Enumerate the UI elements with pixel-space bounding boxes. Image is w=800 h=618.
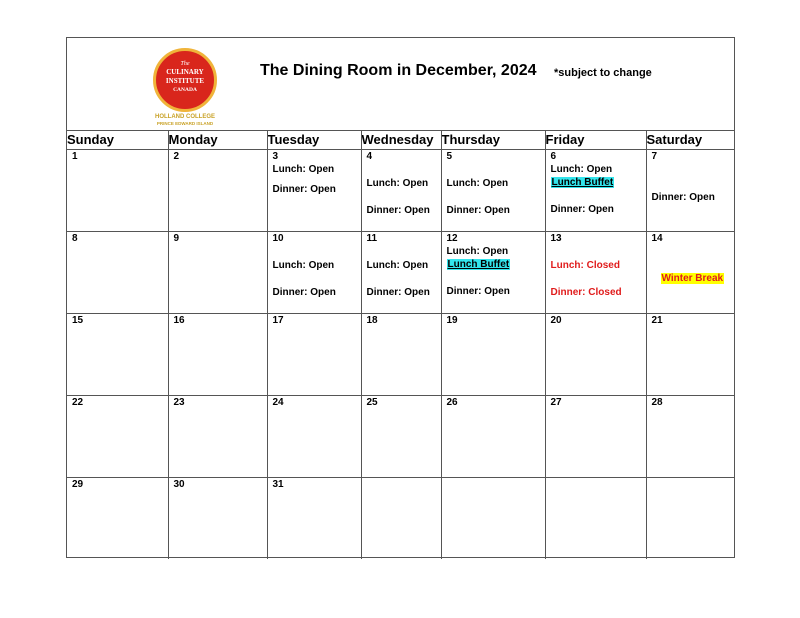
dinner-status: Dinner: Open xyxy=(550,204,614,215)
lunch-status: Lunch: Open xyxy=(446,178,509,189)
day-number: 4 xyxy=(366,151,373,162)
logo-line: CULINARY xyxy=(166,68,204,76)
day-number: 6 xyxy=(550,151,557,162)
lunch-buffet-badge: Lunch Buffet xyxy=(447,259,510,270)
week-row xyxy=(67,396,734,478)
day-number: 17 xyxy=(272,315,284,326)
winter-break-badge: Winter Break xyxy=(661,273,724,284)
day-cell xyxy=(441,232,545,314)
day-number: 27 xyxy=(550,397,562,408)
week-row xyxy=(67,478,734,560)
day-number: 15 xyxy=(72,315,84,326)
dinner-status: Dinner: Open xyxy=(272,287,336,298)
day-cell xyxy=(361,396,441,478)
weekday-header: Friday xyxy=(545,131,646,150)
day-cell xyxy=(441,396,545,478)
day-cell xyxy=(267,478,361,560)
weekday-header: Saturday xyxy=(646,131,734,150)
day-cell xyxy=(267,232,361,314)
day-number: 31 xyxy=(272,479,284,490)
lunch-status: Lunch: Open xyxy=(272,164,335,175)
page-title: The Dining Room in December, 2024 xyxy=(260,62,537,79)
logo-line: The xyxy=(180,61,190,67)
day-cell xyxy=(361,232,441,314)
day-cell xyxy=(168,232,267,314)
day-number: 22 xyxy=(72,397,84,408)
lunch-status: Lunch: Open xyxy=(446,246,509,257)
lunch-status: Lunch: Open xyxy=(272,260,335,271)
day-cell xyxy=(168,314,267,396)
day-cell xyxy=(646,150,734,232)
dinner-status: Dinner: Open xyxy=(366,287,430,298)
weekday-header: Monday xyxy=(168,131,267,150)
dinner-status: Dinner: Open xyxy=(366,205,430,216)
day-cell xyxy=(267,314,361,396)
lunch-status: Lunch: Open xyxy=(366,260,429,271)
day-number: 30 xyxy=(173,479,185,490)
lunch-buffet-badge: Lunch Buffet xyxy=(551,177,614,188)
day-number: 8 xyxy=(72,233,78,244)
weekday-header: Tuesday xyxy=(267,131,361,150)
day-number: 1 xyxy=(72,151,78,162)
day-number: 5 xyxy=(446,151,453,162)
day-number: 28 xyxy=(651,397,663,408)
logo-line: CANADA xyxy=(173,87,197,93)
day-number: 24 xyxy=(272,397,284,408)
empty-day-cell xyxy=(361,478,441,560)
logo-seal xyxy=(153,48,217,112)
dinner-status: Dinner: Open xyxy=(446,286,510,297)
day-cell xyxy=(646,232,734,314)
day-number: 7 xyxy=(651,151,658,162)
week-row xyxy=(67,314,734,396)
day-number: 13 xyxy=(550,233,562,244)
day-cell xyxy=(67,314,168,396)
day-cell xyxy=(646,396,734,478)
day-number: 21 xyxy=(651,315,663,326)
day-cell xyxy=(441,314,545,396)
weekday-header-row xyxy=(67,131,734,150)
day-number: 9 xyxy=(173,233,180,244)
calendar-grid xyxy=(67,131,734,559)
lunch-status: Lunch: Open xyxy=(366,178,429,189)
day-cell xyxy=(545,150,646,232)
day-cell xyxy=(267,396,361,478)
empty-day-cell xyxy=(646,478,734,560)
dinner-status: Dinner: Open xyxy=(446,205,510,216)
day-number: 20 xyxy=(550,315,562,326)
day-cell xyxy=(168,478,267,560)
culinary-institute-logo xyxy=(149,48,221,124)
day-cell xyxy=(545,396,646,478)
logo-line: INSTITUTE xyxy=(165,77,205,85)
week-row xyxy=(67,232,734,314)
day-number: 23 xyxy=(173,397,185,408)
day-cell xyxy=(361,314,441,396)
day-number: 12 xyxy=(446,233,458,244)
lunch-status: Lunch: Closed xyxy=(550,260,620,271)
week-row xyxy=(67,150,734,232)
calendar-header xyxy=(67,38,734,131)
day-cell xyxy=(168,396,267,478)
day-cell xyxy=(545,232,646,314)
day-number: 18 xyxy=(366,315,378,326)
day-number: 10 xyxy=(272,233,284,244)
weekday-header: Sunday xyxy=(67,131,168,150)
day-number: 16 xyxy=(173,315,185,326)
day-cell xyxy=(545,314,646,396)
day-cell xyxy=(67,150,168,232)
day-cell xyxy=(67,478,168,560)
weekday-header: Wednesday xyxy=(361,131,441,150)
dinner-status: Dinner: Closed xyxy=(550,287,622,298)
day-number: 11 xyxy=(366,233,378,244)
day-cell xyxy=(646,314,734,396)
day-number: 26 xyxy=(446,397,458,408)
day-number: 29 xyxy=(72,479,84,490)
empty-day-cell xyxy=(441,478,545,560)
weekday-header: Thursday xyxy=(441,131,545,150)
logo-province: PRINCE EDWARD ISLAND xyxy=(156,121,214,126)
logo-college: HOLLAND COLLEGE xyxy=(155,114,215,120)
lunch-status: Lunch: Open xyxy=(550,164,613,175)
day-cell xyxy=(67,396,168,478)
day-cell xyxy=(441,150,545,232)
dinner-status: Dinner: Open xyxy=(651,192,715,203)
day-number: 19 xyxy=(446,315,458,326)
day-number: 25 xyxy=(366,397,378,408)
day-number: 14 xyxy=(651,233,663,244)
day-number: 3 xyxy=(272,151,279,162)
day-cell xyxy=(267,150,361,232)
calendar-frame xyxy=(66,37,735,558)
empty-day-cell xyxy=(545,478,646,560)
day-cell xyxy=(67,232,168,314)
day-cell xyxy=(168,150,267,232)
dinner-status: Dinner: Open xyxy=(272,184,336,195)
day-number: 2 xyxy=(173,151,180,162)
day-cell xyxy=(361,150,441,232)
page-subtitle: *subject to change xyxy=(554,67,652,79)
